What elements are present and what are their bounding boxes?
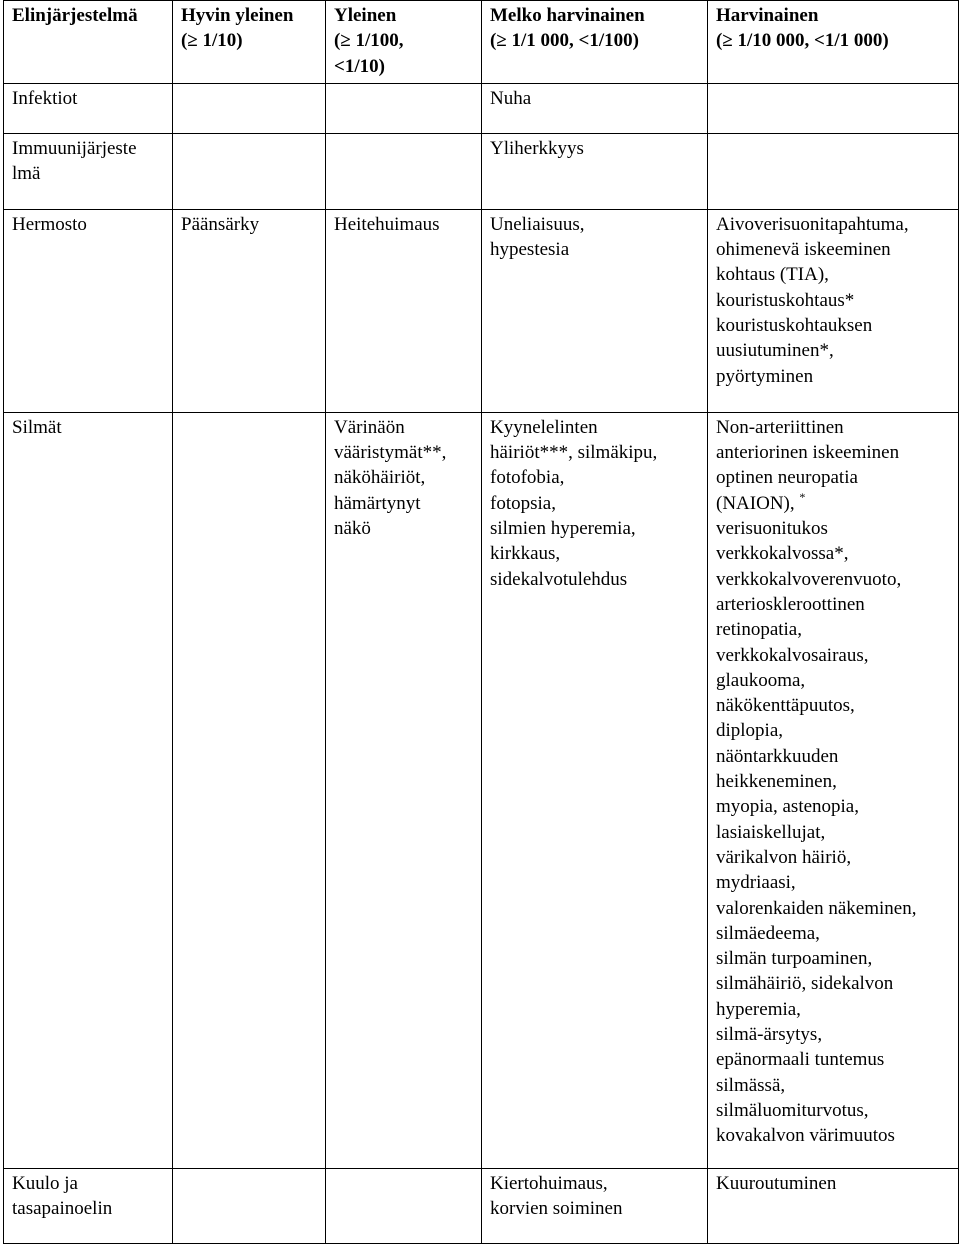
table-row-immune-system [4,133,959,209]
common-cell [326,133,482,209]
very-common-cell [173,412,326,1168]
very-common-cell: Päänsärky [173,209,326,412]
uncommon-cell: Nuha [482,83,708,133]
very-common-cell [173,83,326,133]
common-cell: Heitehuimaus [326,209,482,412]
table-row-nervous-system [4,209,959,412]
common-cell [326,83,482,133]
header-very-common: Hyvin yleinen (≥ 1/10) [173,1,326,84]
common-cell: Värinäön vääristymät**, näköhäiriöt, hämärtynyt näkö [326,412,482,1168]
header-uncommon: Melko harvinainen (≥ 1/1 000, <1/100) [482,1,708,84]
header-organ-system: Elinjärjestelmä [4,1,173,84]
organ-system-cell: Hermosto [4,209,173,412]
adverse-reactions-table [3,0,959,1244]
organ-system-cell: Immuunijärjeste lmä [4,133,173,209]
header-common: Yleinen (≥ 1/100, <1/10) [326,1,482,84]
table-header-row [4,1,959,84]
rare-cell: Kuuroutuminen [708,1168,959,1243]
rare-text-part-2: verisuonitukos verkkokalvossa*, verkkokalvoverenvuoto, arterioskleroottinen retinopatia, verkkokalvosairaus, glaukooma, näkökenttäpuutos, diplopia, näöntarkkuuden heikkeneminen, myopia, astenopia, lasiaiskellujat, värikalvon häiriö, mydriaasi, valorenkaiden näkeminen, silmäedeema, silmän turpoaminen, silmähäiriö, sidekalvon hyperemia, silmä-ärsytys, epänormaali tuntemus silmässä, silmäluomiturvotus, kovakalvon värimuutos [716,518,917,1147]
very-common-cell [173,133,326,209]
organ-system-cell: Kuulo ja tasapainoelin [4,1168,173,1243]
uncommon-cell: Uneliaisuus, hypestesia [482,209,708,412]
header-rare: Harvinainen (≥ 1/10 000, <1/1 000) [708,1,959,84]
footnote-marker: * [799,489,806,504]
rare-cell: Aivoverisuonitapahtuma, ohimenevä iskeeminen kohtaus (TIA), kouristuskohtaus* kouristuskohtauksen uusiutuminen*, pyörtyminen [708,209,959,412]
rare-cell [708,83,959,133]
rare-text-part-1: Non-arteriittinen anteriorinen iskeeminen optinen neuropatia (NAION), [716,416,900,514]
organ-system-cell: Silmät [4,412,173,1168]
table-row-eyes [4,412,959,1168]
rare-cell [708,412,959,1168]
very-common-cell [173,1168,326,1243]
rare-cell [708,133,959,209]
table-row-infections [4,83,959,133]
table-row-ear-and-labyrinth [4,1168,959,1243]
organ-system-cell: Infektiot [4,83,173,133]
uncommon-cell: Yliherkkyys [482,133,708,209]
common-cell [326,1168,482,1243]
uncommon-cell: Kiertohuimaus, korvien soiminen [482,1168,708,1243]
uncommon-cell: Kyynelelinten häiriöt***, silmäkipu, fotofobia, fotopsia, silmien hyperemia, kirkkaus, sidekalvotulehdus [482,412,708,1168]
